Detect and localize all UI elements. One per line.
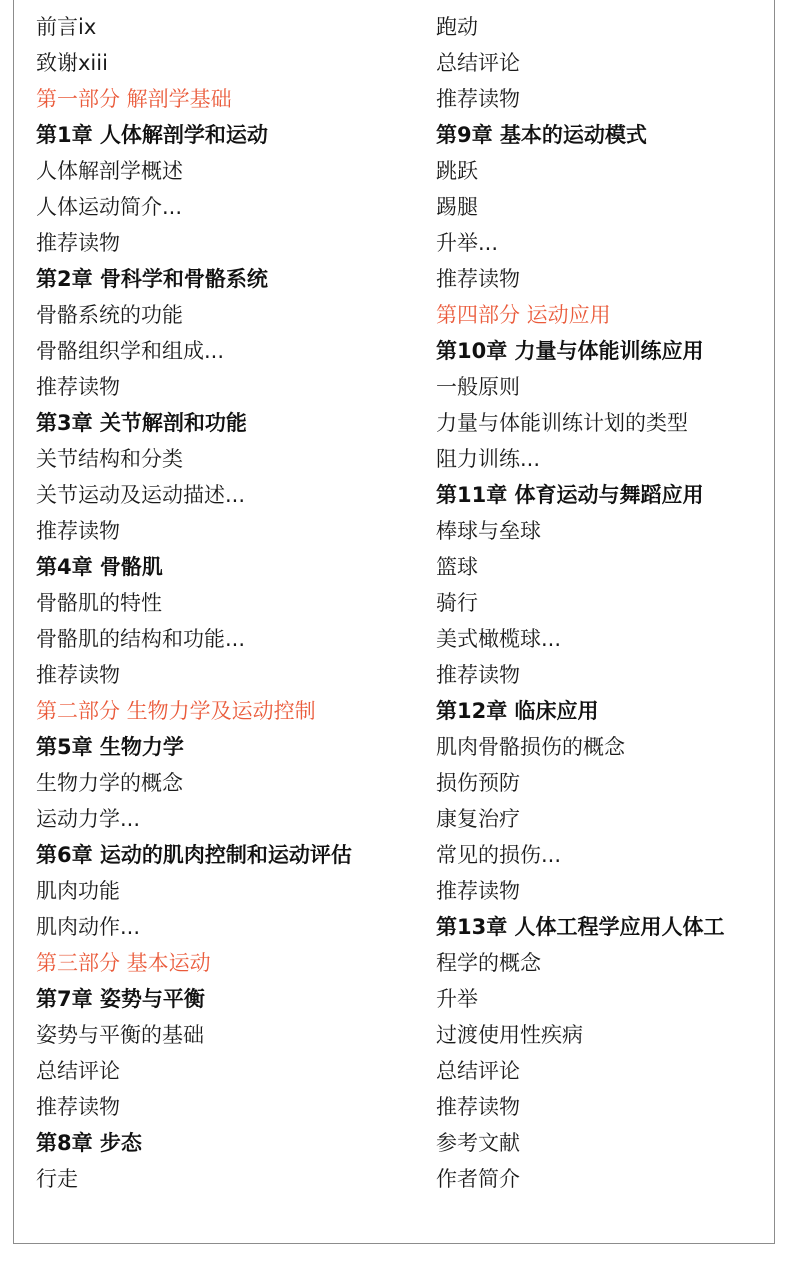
toc-part-heading: 第一部分 解剖学基础 — [36, 87, 232, 111]
toc-entry-item: 阻力训练... — [436, 447, 541, 471]
toc-entry-item: 棒球与垒球 — [436, 519, 541, 543]
toc-entry-item: 推荐读物 — [436, 879, 520, 903]
toc-entry-item: 人体运动简介... — [36, 195, 183, 219]
toc-entry-item: 生物力学的概念 — [36, 771, 183, 795]
toc-entry-item: 推荐读物 — [36, 1095, 120, 1119]
toc-left-column — [36, 9, 386, 1197]
toc-entry-item: 推荐读物 — [436, 663, 520, 687]
toc-entry-item: 骑行 — [436, 591, 478, 615]
toc-part-heading: 第二部分 生物力学及运动控制 — [36, 699, 316, 723]
toc-chapter-heading: 第12章 临床应用 — [436, 699, 599, 723]
toc-chapter-heading: 第2章 骨科学和骨骼系统 — [36, 267, 268, 291]
toc-chapter-heading: 第7章 姿势与平衡 — [36, 987, 205, 1011]
toc-chapter-heading: 第5章 生物力学 — [36, 735, 184, 759]
toc-entry-item: 骨骼系统的功能 — [36, 303, 183, 327]
toc-chapter-heading: 第9章 基本的运动模式 — [436, 123, 647, 147]
toc-entry-item: 推荐读物 — [36, 663, 120, 687]
toc-entry-item: 常见的损伤... — [436, 843, 562, 867]
toc-chapter-heading: 第13章 人体工程学应用人体工 — [436, 915, 725, 939]
toc-entry-item: 一般原则 — [436, 375, 520, 399]
toc-entry-item: 姿势与平衡的基础 — [36, 1023, 204, 1047]
toc-entry-item: 推荐读物 — [36, 519, 120, 543]
toc-entry-item: 骨骼肌的特性 — [36, 591, 162, 615]
toc-entry-item: 篮球 — [436, 555, 478, 579]
toc-entry-item: 升举 — [436, 987, 478, 1011]
toc-entry-item: 推荐读物 — [436, 87, 520, 111]
toc-entry-item: 踢腿 — [436, 195, 478, 219]
toc-entry-item: 参考文献 — [436, 1131, 520, 1155]
toc-entry-item: 升举... — [436, 231, 499, 255]
toc-entry-item: 总结评论 — [436, 51, 520, 75]
toc-part-heading: 第三部分 基本运动 — [36, 951, 211, 975]
toc-entry-item: 力量与体能训练计划的类型 — [436, 411, 688, 435]
toc-entry-item: 推荐读物 — [436, 267, 520, 291]
toc-entry-item: 跳跃 — [436, 159, 478, 183]
toc-entry-item: 程学的概念 — [436, 951, 541, 975]
toc-chapter-heading: 第3章 关节解剖和功能 — [36, 411, 247, 435]
toc-entry-item: 关节结构和分类 — [36, 447, 183, 471]
toc-entry-item: 损伤预防 — [436, 771, 520, 795]
toc-chapter-heading: 第4章 骨骼肌 — [36, 555, 163, 579]
toc-entry-item: 跑动 — [436, 15, 478, 39]
toc-entry-item: 肌肉功能 — [36, 879, 120, 903]
toc-entry-item: 推荐读物 — [36, 375, 120, 399]
toc-entry-item: 骨骼肌的结构和功能... — [36, 627, 246, 651]
toc-entry-item: 美式橄榄球... — [436, 627, 562, 651]
toc-entry-item: 总结评论 — [36, 1059, 120, 1083]
toc-entry-item: 肌肉骨骼损伤的概念 — [436, 735, 625, 759]
toc-part-heading: 第四部分 运动应用 — [436, 303, 611, 327]
toc-entry-item: 前言ix — [36, 15, 97, 39]
toc-chapter-heading: 第1章 人体解剖学和运动 — [36, 123, 268, 147]
toc-entry-item: 康复治疗 — [436, 807, 520, 831]
toc-entry-item: 行走 — [36, 1167, 78, 1191]
toc-entry-item: 推荐读物 — [436, 1095, 520, 1119]
toc-entry-item: 过渡使用性疾病 — [436, 1023, 583, 1047]
toc-entry-item: 推荐读物 — [36, 231, 120, 255]
toc-entry-item: 作者简介 — [436, 1167, 520, 1191]
toc-entry-item: 骨骼组织学和组成... — [36, 339, 225, 363]
toc-entry-item: 运动力学... — [36, 807, 141, 831]
toc-chapter-heading: 第10章 力量与体能训练应用 — [436, 339, 704, 363]
toc-entry-item: 肌肉动作... — [36, 915, 141, 939]
toc-entry-item: 总结评论 — [436, 1059, 520, 1083]
toc-chapter-heading: 第6章 运动的肌肉控制和运动评估 — [36, 843, 352, 867]
toc-right-column — [436, 9, 776, 1197]
toc-chapter-heading: 第11章 体育运动与舞蹈应用 — [436, 483, 704, 507]
toc-entry-item: 人体解剖学概述 — [36, 159, 183, 183]
toc-chapter-heading: 第8章 步态 — [36, 1131, 142, 1155]
toc-entry-item: 致谢xiii — [36, 51, 108, 75]
toc-entry-item: 关节运动及运动描述... — [36, 483, 246, 507]
